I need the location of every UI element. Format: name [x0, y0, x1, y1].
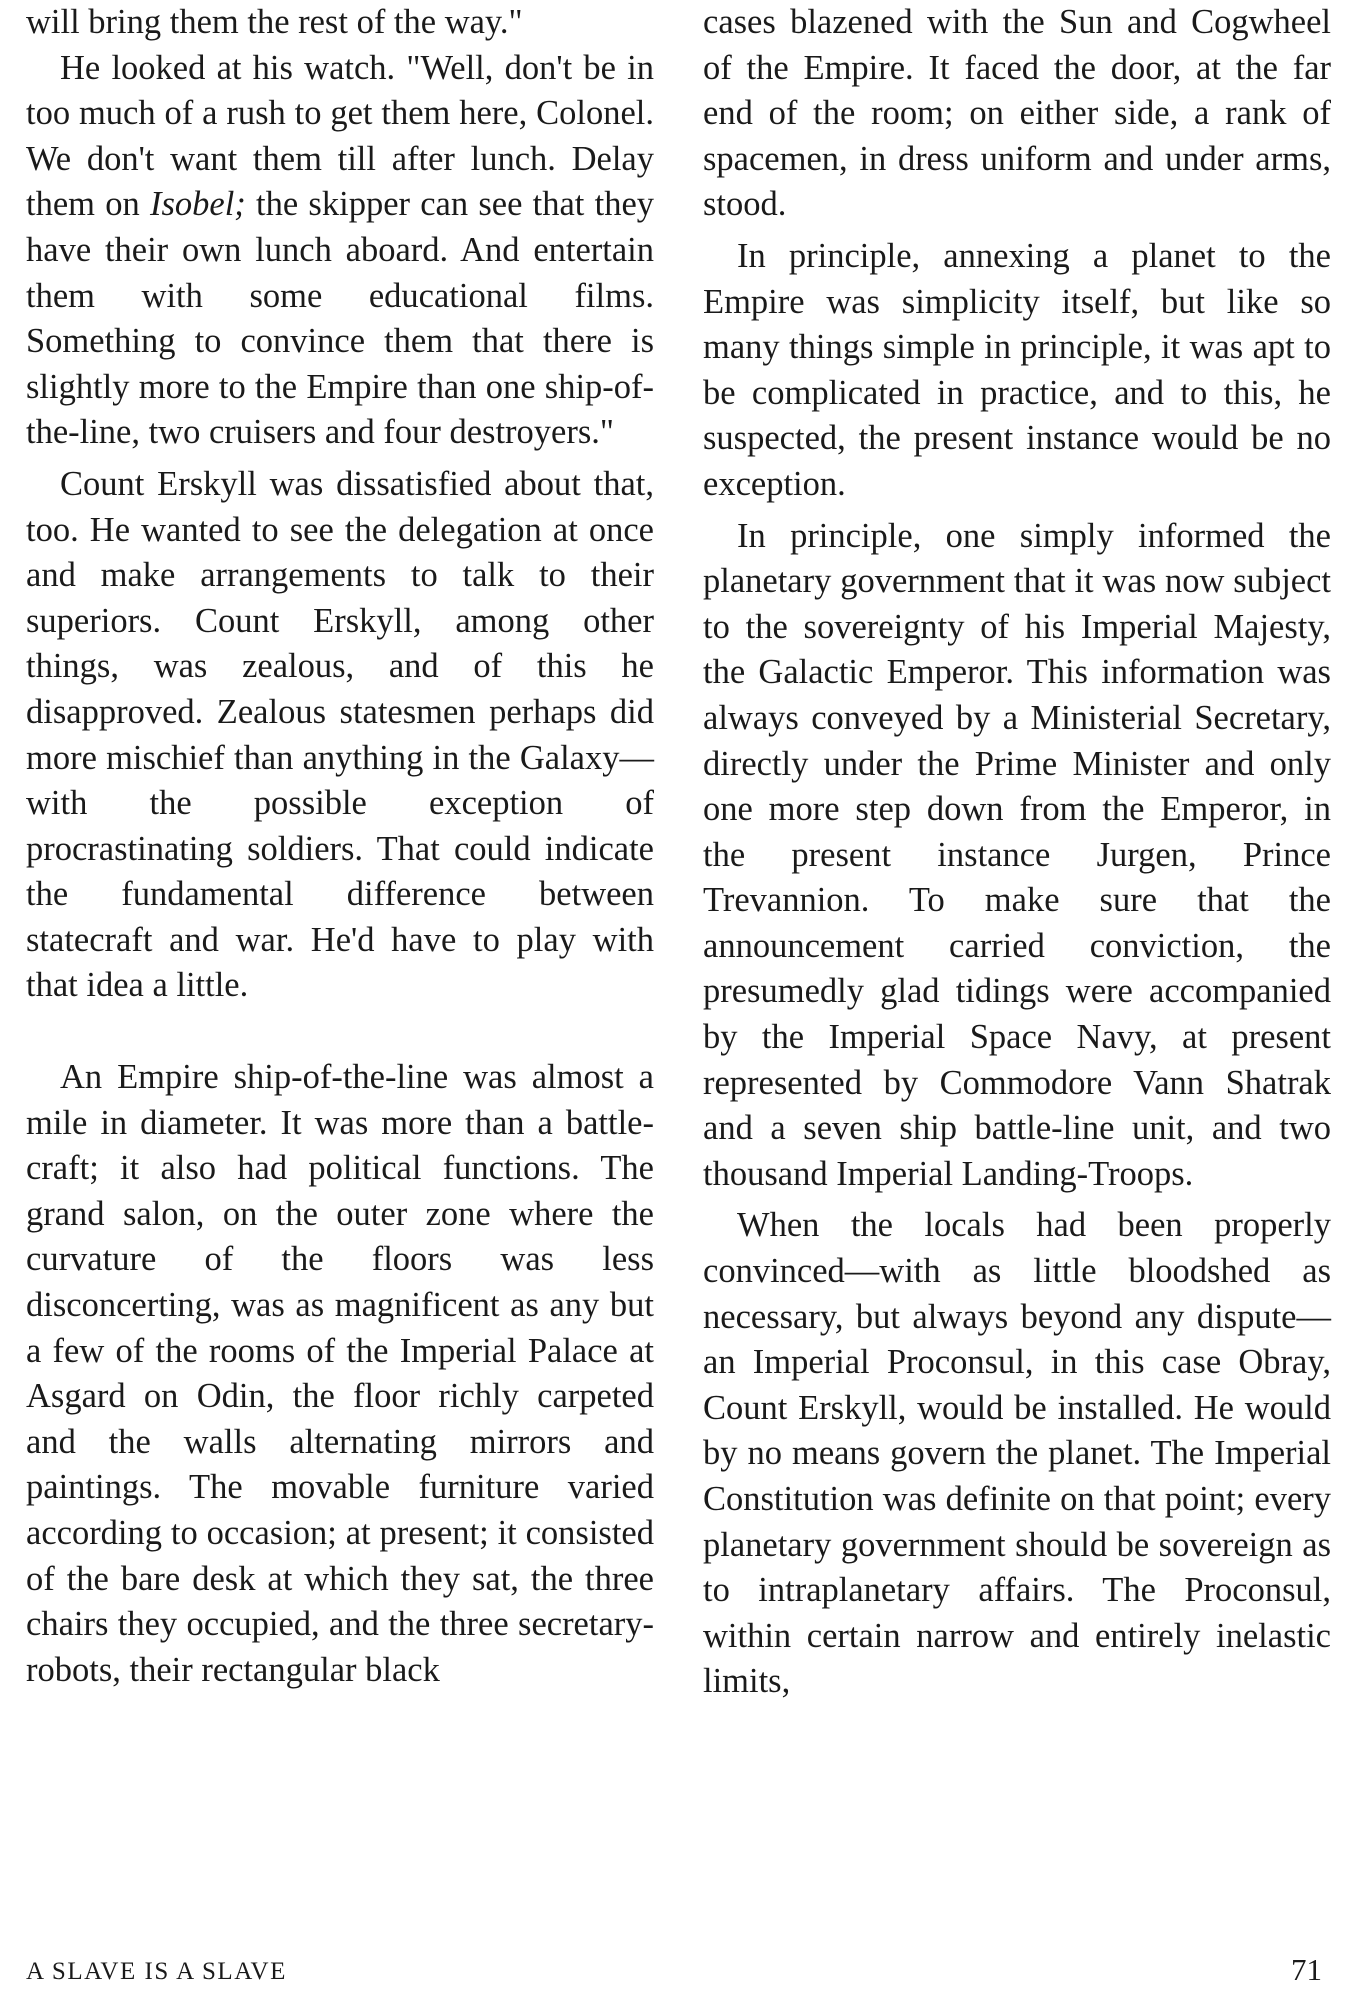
paragraph: will bring them the rest of the way." — [26, 3, 523, 41]
paragraph: Count Erskyll was dissatisfied about that, too. He wanted to see the delegation at once and make arrangements to talk to their superiors. Count Erskyll, among other things, was zealous, and of this he disapproved. Zealous statesmen perhaps did more mischief than anything in the Galaxy—with the possible exception of procrastinating soldiers. That could indicate the fundamental difference between statecraft and war. He'd have to play with that idea a little. — [26, 464, 654, 1005]
ship-name-italic: Isobel; — [149, 185, 246, 224]
page-number: 71 — [1291, 1952, 1322, 1987]
running-title: A SLAVE IS A SLAVE — [26, 1958, 287, 1985]
paragraph: An Empire ship-of-the-line was almost a mile in diameter. It was more than a battle-craft; it also had political functions. The grand salon, on the outer zone where the curvature of the floors was less disconcerting, was as magnificent as any but a few of the rooms of the Imperial Palace at Asgard on Odin, the floor richly carpeted and the walls alternating mirrors and paintings. The movable furniture varied according to occasion; at present; it consisted of the bare desk at which they sat, the three chairs they occupied, and the three secretary-robots, their rectangular black — [26, 1058, 654, 1689]
paragraph — [26, 46, 654, 456]
paragraph: In principle, annexing a planet to the Empire was simplicity itself, but like so many things simple in principle, it was apt to be complicated in practice, and to this, he suspected, the present instance would be no exception. — [703, 236, 1331, 503]
paragraph: When the locals had been properly convinced—with as little bloodshed as necessary, but always beyond any dispute—an Imperial Proconsul, in this case Obray, Count Erskyll, would be installed. He would by no means govern the planet. The Imperial Constitution was definite on that point; every planetary government should be sovereign as to intraplanetary affairs. The Proconsul, within certain narrow and entirely inelastic limits, — [703, 1206, 1331, 1701]
paragraph-text: the skipper can see that they have their own lunch aboard. And entertain them with some educational films. Something to convince them that there is slightly more to the Empire than one ship-of-the-line, two cruisers and four destroyers." — [26, 185, 655, 452]
right-column — [703, 0, 1331, 1705]
paragraph-text: He looked at his watch. "Well, don't be in too much of a rush to get them here, Colonel. We don't want them till after lunch. Delay them on — [26, 48, 654, 224]
paragraph: cases blazened with the Sun and Cogwheel of the Empire. It faced the door, at the far end of the room; on either side, a rank of spacemen, in dress uniform and under arms, stood. — [703, 3, 1331, 224]
paragraph: In principle, one simply informed the planetary government that it was now subject to the sovereignty of his Imperial Majesty, the Galactic Emperor. This information was always conveyed by a Ministerial Secretary, directly under the Prime Minister and only one more step down from the Emperor, in the present instance Jurgen, Prince Trevannion. To make sure that the announcement carried conviction, the presumedly glad tidings were accompanied by the Imperial Space Navy, at present represented by Commodore Vann Shatrak and a seven ship battle-line unit, and two thousand Imperial Landing-Troops. — [703, 516, 1331, 1193]
left-column — [26, 0, 654, 1693]
